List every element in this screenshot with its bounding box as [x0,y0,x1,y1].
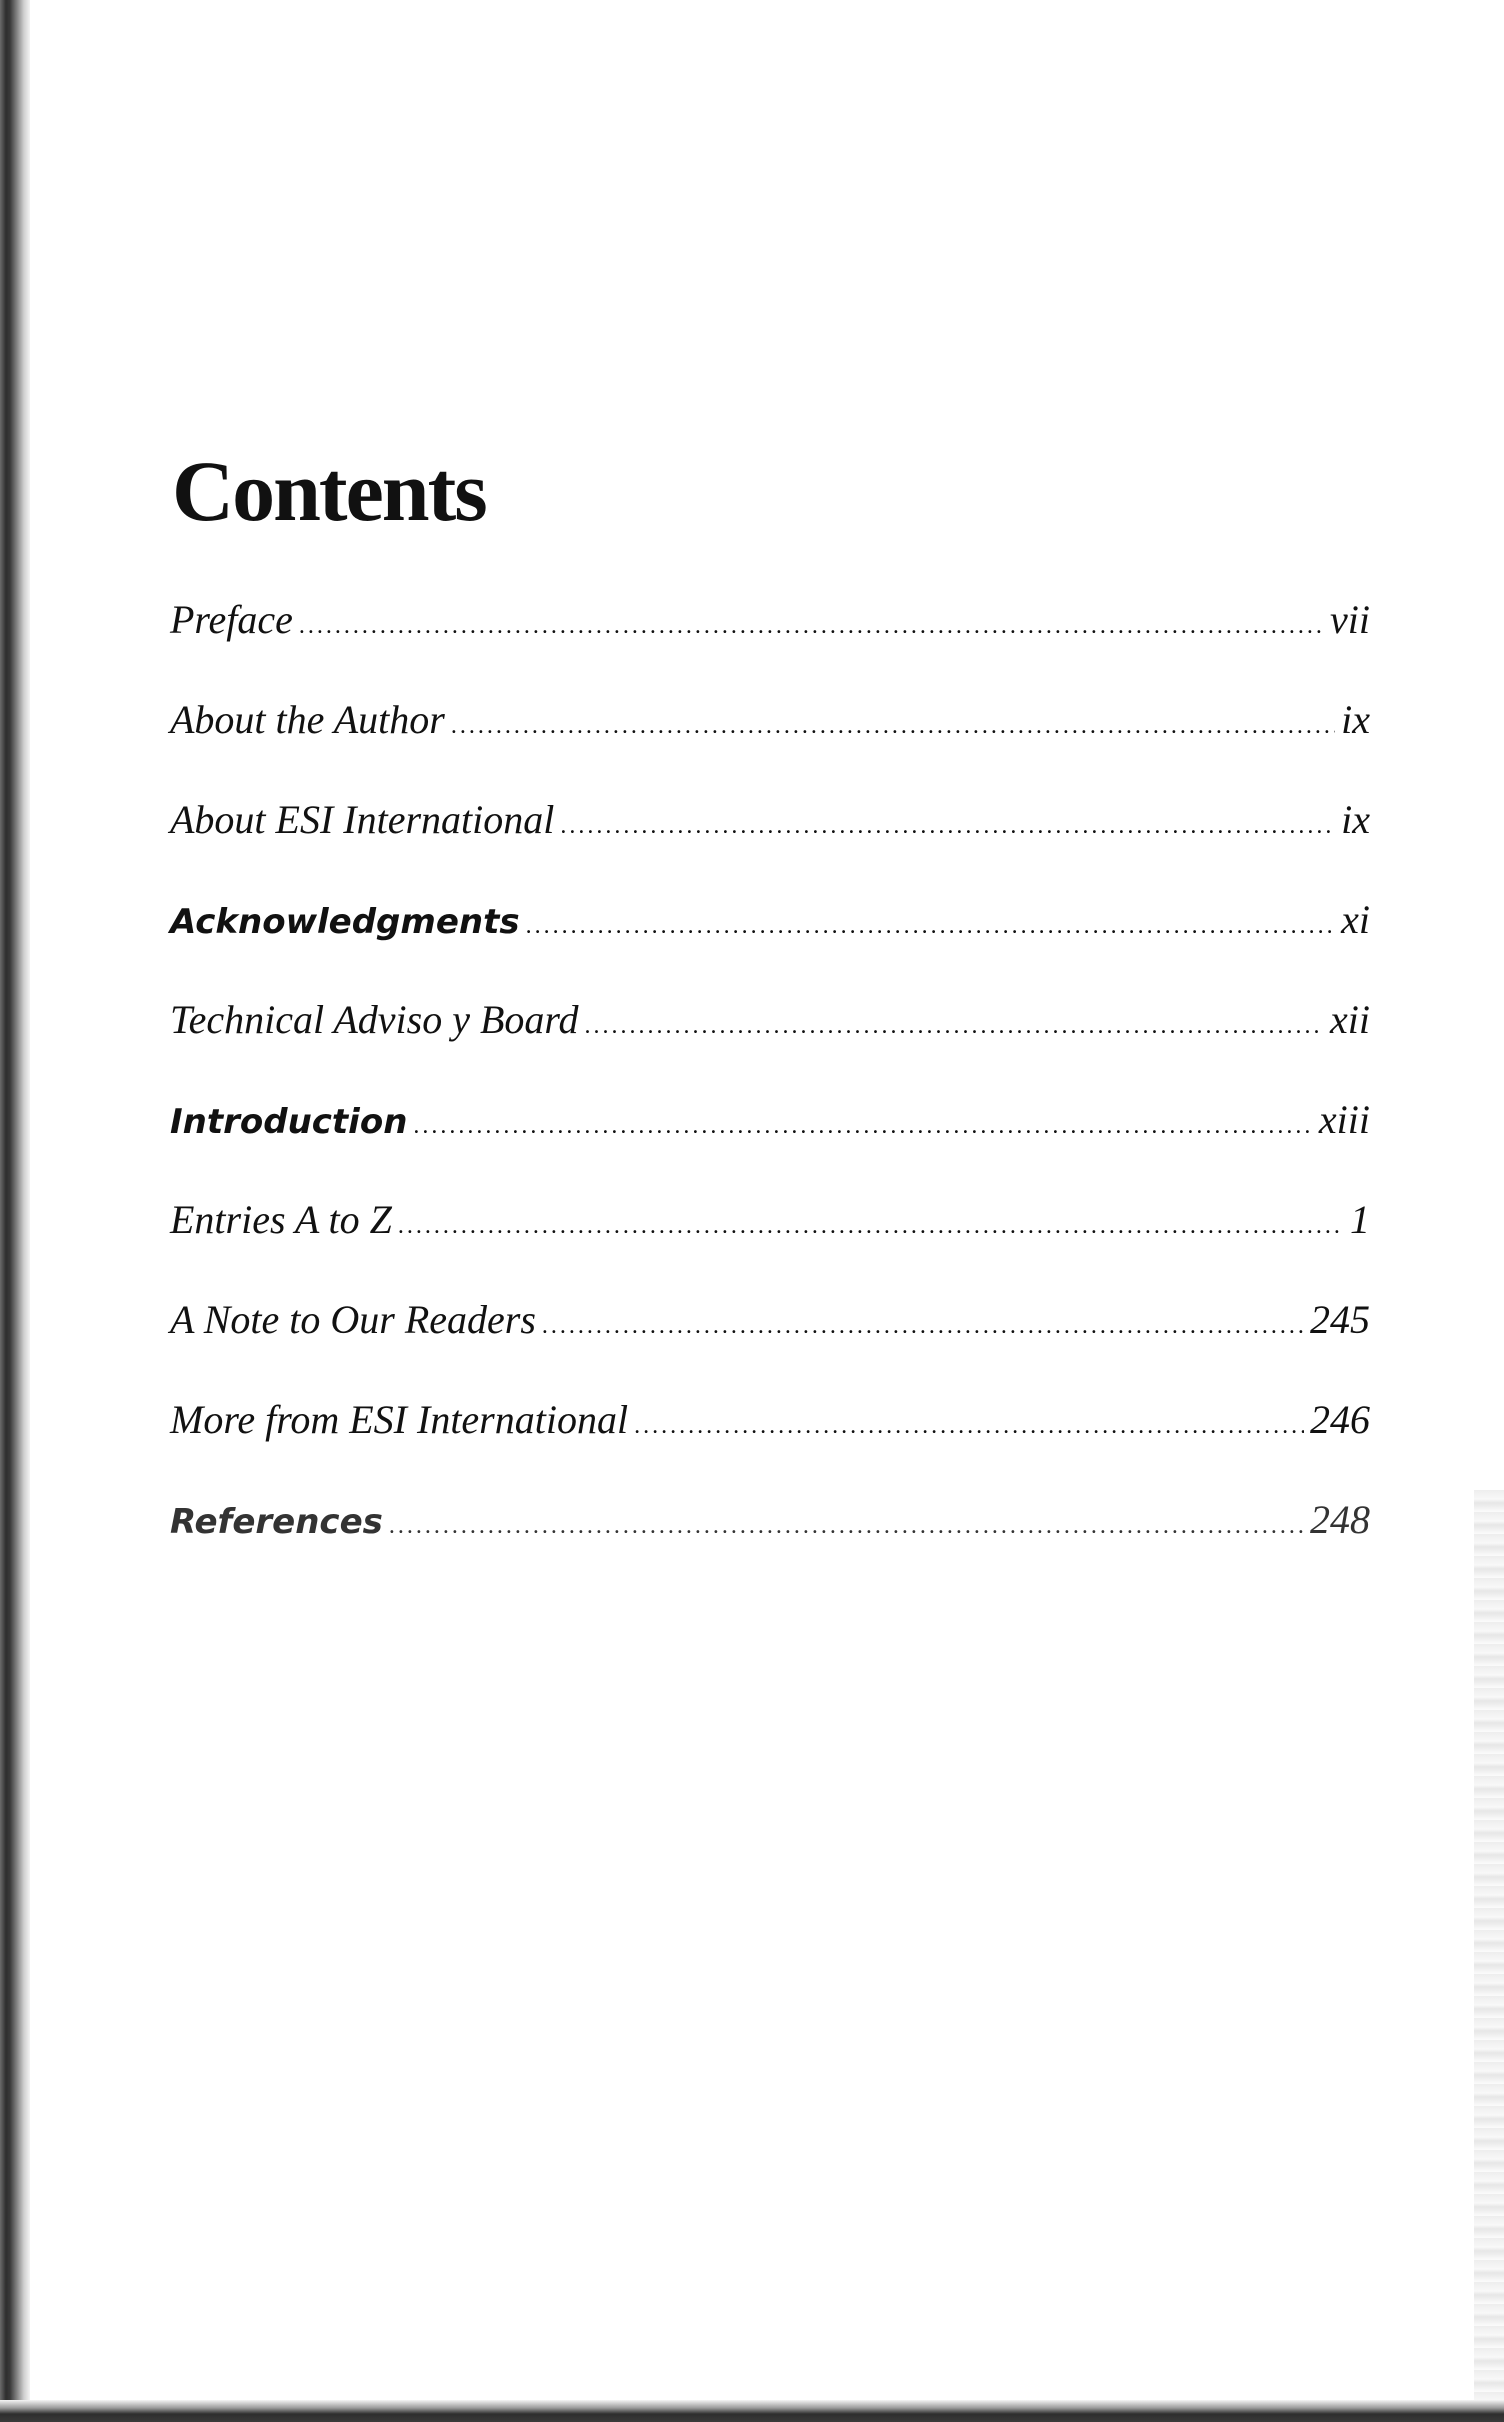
toc-entry-page: 1 [1350,1197,1370,1242]
toc-entry-label: Acknowledgments [170,902,520,942]
toc-entry-label: About ESI International [170,797,555,842]
toc-entry-entries-a-to-z[interactable] [170,1197,1370,1300]
table-of-contents [170,597,1370,1600]
toc-entry-label: A Note to Our Readers [170,1297,536,1342]
toc-leader-dots [560,814,1335,838]
toc-entry-label: About the Author [170,697,445,742]
toc-entry-technical-advisory-board[interactable] [170,997,1370,1100]
toc-entry-page: ix [1341,797,1370,842]
toc-entry-page: 246 [1310,1397,1370,1442]
toc-entry-references[interactable] [170,1497,1370,1600]
toc-entry-page: ix [1341,697,1370,742]
toc-leader-dots [542,1314,1304,1338]
toc-entry-page: xii [1330,997,1370,1042]
toc-entry-about-the-author[interactable] [170,697,1370,800]
toc-leader-dots [413,1114,1313,1138]
toc-entry-acknowledgments[interactable] [170,897,1370,1000]
toc-entry-page: 245 [1310,1297,1370,1342]
page-title: Contents [172,443,486,539]
toc-entry-page: vii [1330,597,1370,642]
toc-entry-introduction[interactable] [170,1097,1370,1200]
toc-entry-label: Entries A to Z [170,1197,392,1242]
scan-noise [1474,1490,1504,2400]
toc-entry-label: Introduction [170,1102,408,1142]
page-bottom-shadow [0,2400,1504,2422]
toc-entry-page: 248 [1310,1497,1370,1542]
toc-leader-dots [299,614,1324,638]
toc-leader-dots [634,1414,1304,1438]
toc-entry-preface[interactable] [170,597,1370,700]
toc-entry-more-from-esi-international[interactable] [170,1397,1370,1500]
toc-leader-dots [526,914,1336,938]
toc-entry-label: More from ESI International [170,1397,629,1442]
toc-leader-dots [398,1214,1344,1238]
toc-leader-dots [389,1514,1304,1538]
toc-entry-a-note-to-our-readers[interactable] [170,1297,1370,1400]
toc-entry-about-esi-international[interactable] [170,797,1370,900]
toc-entry-label: Technical Adviso y Board [170,997,579,1042]
toc-entry-label: References [170,1502,383,1542]
toc-entry-page: xi [1341,897,1370,942]
toc-leader-dots [451,714,1335,738]
toc-leader-dots [584,1014,1324,1038]
page-spine-shadow [0,0,30,2422]
toc-entry-page: xiii [1318,1097,1370,1142]
toc-entry-label: Preface [170,597,293,642]
